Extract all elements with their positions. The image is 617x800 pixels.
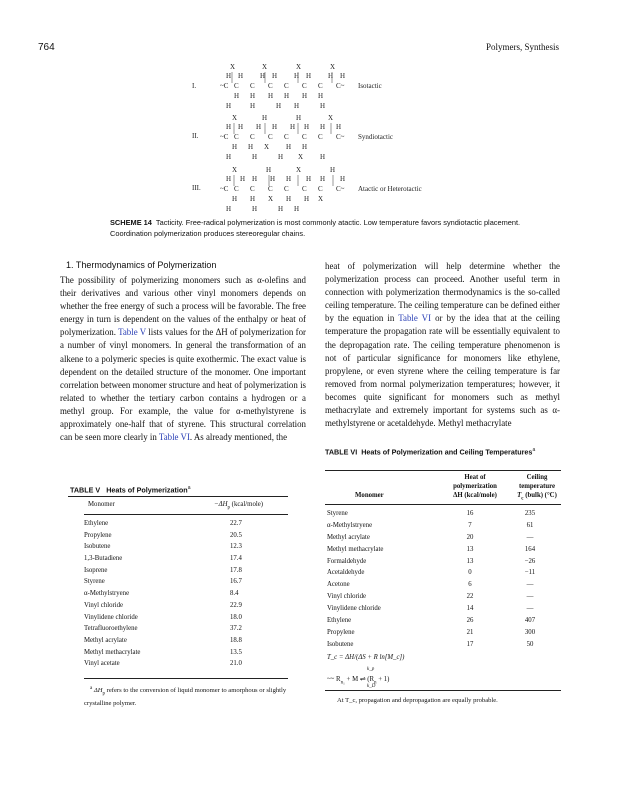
table-vi-ceiling-cell: — [526,593,534,601]
svg-text:X: X [328,114,334,122]
table-vi-body [327,510,559,653]
svg-text:C: C [318,82,323,90]
svg-text:H: H [250,102,256,110]
table-vi-ceiling-cell: 300 [524,628,536,636]
table-vi-monomer-cell: α-Methylstryene [327,521,373,529]
table-v-col-heat: $-\Delta H_p$ (kcal/mole) [214,501,264,511]
table-vi-ceiling-cell: 407 [524,617,536,625]
table-vi-ceiling-cell: −11 [524,569,536,577]
table-v-row [84,532,274,544]
table-vi-ceiling-cell: −26 [524,557,536,565]
svg-text:H: H [226,72,232,80]
table-vi-bottom-rule [325,690,561,691]
table-vi-ceiling-cell: 61 [526,521,534,529]
svg-text:H: H [276,102,282,110]
table-vi-header [325,473,561,503]
svg-text:H: H [252,153,258,161]
table-vi-title-text: Heats of Polymerization and Ceiling Temperatures [361,447,533,457]
table-vi-top-rule [325,470,561,471]
svg-text:C: C [268,185,273,193]
table-vi-row [327,534,559,546]
svg-text:C~: C~ [336,185,345,193]
svg-text:C: C [302,185,307,193]
svg-text:C: C [284,185,289,193]
table-vi-col-ceiling: Ceiling temperature $T_c$ (bulk) (°C) [517,474,557,502]
table-v-monomer-cell: Ethylene [84,520,109,527]
svg-text:H: H [226,205,232,213]
table-v-label: TABLE V [70,485,101,495]
svg-text:H: H [336,123,342,131]
svg-text:H: H [252,205,258,213]
svg-text:C: C [284,133,289,141]
table-vi-heat-cell: 13 [466,545,474,553]
table-v-row [84,567,274,579]
table-v-monomer-cell: Methyl methacrylate [84,648,141,656]
table-v-monomer-cell: 1,3-Butadiene [84,555,123,563]
svg-text:H: H [304,123,310,131]
svg-text:C: C [234,185,239,193]
table-v-heat-cell: 21.0 [230,660,242,668]
svg-text:H: H [304,195,310,203]
table-v-title-sup: a [187,485,191,491]
scheme-roman-1: I. [192,82,197,90]
svg-text:X: X [230,63,236,71]
table-vi-col-heat: Heat of polymerization ΔH (kcal/mole) [453,474,497,499]
scheme-caption-text: Tacticity. Free-radical polymerization is most commonly atactic. Low temperature favors syndiotactic placement. Coordination polymerization produces stereoregular chains. [110,218,521,238]
table-vi-heat-cell: 26 [466,617,474,625]
table-v-row [84,614,274,626]
table-vi-link-2[interactable]: Table VI [398,313,432,324]
table-vi-ceiling-cell: 50 [526,640,534,648]
table-vi-heat-cell: 16 [466,510,474,517]
svg-text:~C: ~C [220,82,229,90]
scheme-name-1: Isotactic [358,82,382,90]
syndiotactic-chain [220,114,345,161]
svg-text:H: H [330,166,336,174]
svg-text:H: H [240,175,246,183]
table-vi-row [327,581,559,593]
left-body-text [60,274,306,444]
svg-text:C~: C~ [336,82,345,90]
svg-text:H: H [294,102,300,110]
svg-text:H: H [302,92,308,100]
svg-text:H: H [256,123,262,131]
svg-text:X: X [264,143,270,151]
table-v-heat-cell: 22.7 [230,520,242,527]
table-vi-monomer-cell: Ethylene [327,617,352,625]
table-vi-monomer-cell: Formaldehyde [327,557,367,565]
atactic-chain [220,166,345,213]
table-v-top-rule [68,496,288,497]
svg-text:C: C [234,133,239,141]
table-vi-heat-cell: 22 [466,593,474,601]
svg-text:C: C [284,82,289,90]
scheme-name-2: Syndiotactic [358,133,393,141]
svg-text:H: H [272,72,278,80]
svg-text:H: H [270,175,276,183]
svg-text:H: H [318,92,324,100]
table-vi-heat-cell: 20 [466,533,474,541]
table-v-footnote: $^a$ $\Delta H_p$ refers to the conversion of liquid monomer to amorphous or slightly crystalline polymer. [84,686,287,708]
svg-text:H: H [340,175,346,183]
table-vi-monomer-cell: Methyl acrylate [327,533,370,541]
left-text-part-1: The possibility of polymerizing monomers such as α-olefins and their derivatives and various other vinyl monomers depends on whether the free energy of such a process will be favorable. The free energy in turn is dependent on the values of the enthalpy or heat of polymerization. [60,275,306,338]
svg-text:H: H [284,92,290,100]
table-vi-ceiling-cell: — [526,581,534,589]
svg-text:H: H [302,143,308,151]
table-vi-heat-cell: 14 [466,605,474,613]
table-v-monomer-cell: Methyl acrylate [84,636,127,644]
svg-text:H: H [340,72,346,80]
table-vi-monomer-cell: Acetaldehyde [327,569,365,577]
table-v-monomer-cell: Vinylidene chloride [84,613,138,621]
table-vi-monomer-cell: Vinyl chloride [327,593,367,601]
svg-text:H: H [226,175,232,183]
table-vi-heat-cell: 7 [468,521,472,529]
table-v-row [84,555,274,567]
tacticity-scheme-figure [190,58,490,218]
svg-text:H: H [234,92,240,100]
table-v-heat-cell: 16.7 [230,578,242,586]
table-v-row [84,602,274,614]
svg-text:H: H [286,195,292,203]
svg-text:X: X [298,153,304,161]
table-v-row [84,637,274,649]
table-v-monomer-cell: Styrene [84,578,105,586]
table-vi-ceiling-cell: 164 [524,545,536,553]
table-vi-heat-cell: 0 [468,569,472,577]
svg-text:H: H [262,114,268,122]
svg-text:~C: ~C [220,133,229,141]
table-v-monomer-cell: Vinyl acetate [84,660,120,668]
table-v-header-rule [84,514,288,515]
table-vi-row [327,569,559,581]
right-text-part-1: heat of polymerization will help determine whether the polymerization process can proceed. Another useful term in connection with polymerization thermodynamics is the so-called ceiling temperature. The ceiling temperature can be defined either by the equation in [325,261,560,324]
svg-text:X: X [296,166,302,174]
table-vi-heat-cell: 6 [468,581,472,589]
svg-text:X: X [262,63,268,71]
svg-text:C: C [250,133,255,141]
scheme-caption [110,217,540,239]
table-v-heat-cell: 17.8 [230,566,242,574]
svg-text:H: H [306,175,312,183]
svg-text:~C: ~C [220,185,229,193]
table-vi-monomer-cell: Vinylidene chloride [327,605,381,613]
svg-text:H: H [266,166,272,174]
table-vi-heat-cell: 17 [466,640,474,648]
table-vi-monomer-cell: Acetone [327,581,350,589]
table-vi-heat-cell: 13 [466,557,474,565]
table-vi-row [327,546,559,558]
table-v-row [84,660,274,672]
svg-text:C: C [250,82,255,90]
svg-text:C~: C~ [336,133,345,141]
table-vi-row [327,558,559,570]
table-v-col-monomer: Monomer [88,501,115,508]
table-vi-monomer-cell: Isobutene [327,640,354,648]
table-v-bottom-rule [84,678,288,679]
svg-text:H: H [268,92,274,100]
svg-text:H: H [226,102,232,110]
table-vi-row [327,617,559,629]
table-v-row [84,520,274,532]
scheme-caption-label: SCHEME 14 [110,218,152,227]
table-vi-title [325,445,560,457]
svg-text:H: H [250,92,256,100]
table-v [84,501,288,513]
svg-text:C: C [302,82,307,90]
isotactic-chain [220,63,345,110]
svg-text:H: H [320,175,326,183]
scheme-name-3: Atactic or Heterotactic [358,185,422,193]
table-vi-monomer-cell: Methyl methacrylate [327,545,384,553]
svg-text:X: X [318,195,324,203]
table-v-heat-cell: 20.5 [230,531,242,539]
table-vi-row [327,510,559,522]
table-v-link[interactable]: Table V [118,327,147,338]
svg-text:H: H [286,175,292,183]
section-heading: 1. Thermodynamics of Polymerization [66,260,217,270]
svg-text:H: H [272,123,278,131]
svg-text:H: H [290,123,296,131]
table-vi-monomer-cell: Styrene [327,510,348,517]
svg-text:X: X [232,166,238,174]
table-vi-equation-2: k_p ~~ $R_{n_1} + M$ ⇌ $(R_n + 1)$ k_D [327,667,390,689]
table-vi-label: TABLE VI [325,447,358,457]
table-v-title-text: Heats of Polymerization [106,485,188,495]
table-vi-footnote: At T_c, propagation and depropagation are equally probable. [337,697,498,704]
right-body-text [325,260,560,430]
table-v-row [84,578,274,590]
table-v-monomer-cell: α-Methylstryene [84,590,130,598]
svg-text:H: H [320,123,326,131]
svg-text:H: H [286,143,292,151]
table-vi-header-rule [325,504,561,505]
svg-text:H: H [294,205,300,213]
right-text-part-2: or by the idea that at the ceiling temperature the propagation rate will be essentially equivalent to the depropagation rate. The ceiling temperature phenomenon is not of particular significance for monomers like ethylene, propylene, or even styrene where the ceiling temperature is far removed from normal polymerization temperatures; however, it becomes quite significant for monomers such as methyl methacrylate and extremely important for systems such as α-methylstyrene or acetaldehyde. Methyl methacrylate [325,313,560,429]
svg-text:H: H [232,143,238,151]
left-text-part-2: lists values for the ΔH of polymerization for a number of vinyl monomers. In general the transformation of an alkene to a polymeric species is quite exothermic. The exact value is dependent on the detailed structure of the monomer. One important correlation between monomer structure and heat of polymerization is related to whether the tertiary carbon contains a hydrogen or a methyl group. For example, the value for α-methylstyrene is approximately one-half that of styrene. This structural correlation can be seen more clearly in [60,327,306,443]
table-vi-col-monomer: Monomer [355,492,384,499]
table-vi-equation-1: T_c = ΔH/(ΔS + R ln[M_c]) [327,654,405,661]
scheme-roman-2: II. [192,132,199,140]
table-v-row [84,543,274,555]
page-number: 764 [38,42,55,53]
table-v-heat-cell: 18.0 [230,613,242,621]
table-vi-row [327,522,559,534]
svg-text:X: X [268,195,274,203]
table-vi-heat-cell: 21 [466,628,474,636]
svg-text:H: H [226,153,232,161]
left-text-part-3: . As already mentioned, the [189,432,288,443]
table-v-heat-cell: 18.8 [230,636,242,644]
table-vi-row [327,593,559,605]
table-vi-row [327,629,559,641]
svg-text:C: C [250,185,255,193]
table-v-heat-cell: 22.9 [230,601,242,609]
table-v-monomer-cell: Tetrafluoroethylene [84,625,138,633]
table-v-row [84,649,274,661]
svg-text:H: H [306,72,312,80]
svg-text:X: X [296,63,302,71]
svg-text:C: C [318,185,323,193]
table-v-monomer-cell: Propylene [84,531,112,539]
svg-text:H: H [294,72,300,80]
svg-text:H: H [320,102,326,110]
table-v-heat-cell: 12.3 [230,543,242,551]
svg-text:X: X [330,63,336,71]
table-v-title [70,483,190,495]
table-v-row [84,625,274,637]
table-v-body [84,520,274,672]
svg-text:H: H [238,123,244,131]
svg-text:C: C [302,133,307,141]
running-title: Polymers, Synthesis [485,42,559,52]
table-vi-ceiling-cell: — [526,605,534,613]
table-vi-title-sup: a [532,447,536,453]
table-vi-ceiling-cell: — [526,533,534,541]
svg-text:C: C [318,133,323,141]
table-v-row [84,590,274,602]
svg-text:H: H [248,143,254,151]
svg-text:H: H [260,72,266,80]
svg-text:H: H [250,195,256,203]
table-v-monomer-cell: Isoprene [84,566,108,574]
table-vi-monomer-cell: Propylene [327,628,355,636]
svg-text:H: H [296,114,302,122]
table-v-heat-cell: 17.4 [230,555,242,563]
table-v-monomer-cell: Isobutene [84,543,111,551]
svg-text:H: H [320,153,326,161]
svg-text:X: X [232,114,238,122]
svg-text:H: H [252,175,258,183]
table-vi-row [327,605,559,617]
svg-text:C: C [234,82,239,90]
table-v-monomer-cell: Vinyl chloride [84,601,124,609]
svg-text:H: H [328,72,334,80]
svg-text:H: H [278,205,284,213]
svg-text:C: C [268,133,273,141]
table-v-header-row [84,501,288,513]
table-vi-ceiling-cell: 235 [524,510,536,517]
scheme-roman-3: III. [192,184,201,192]
table-v-heat-cell: 8.4 [230,590,239,598]
svg-text:H: H [226,123,232,131]
table-vi-link[interactable]: Table VI [158,432,190,443]
svg-text:C: C [268,82,273,90]
table-vi-row [327,641,559,653]
svg-text:H: H [238,72,244,80]
table-v-heat-cell: 37.2 [230,625,242,633]
svg-text:H: H [278,153,284,161]
table-v-heat-cell: 13.5 [230,648,242,656]
svg-text:H: H [232,195,238,203]
